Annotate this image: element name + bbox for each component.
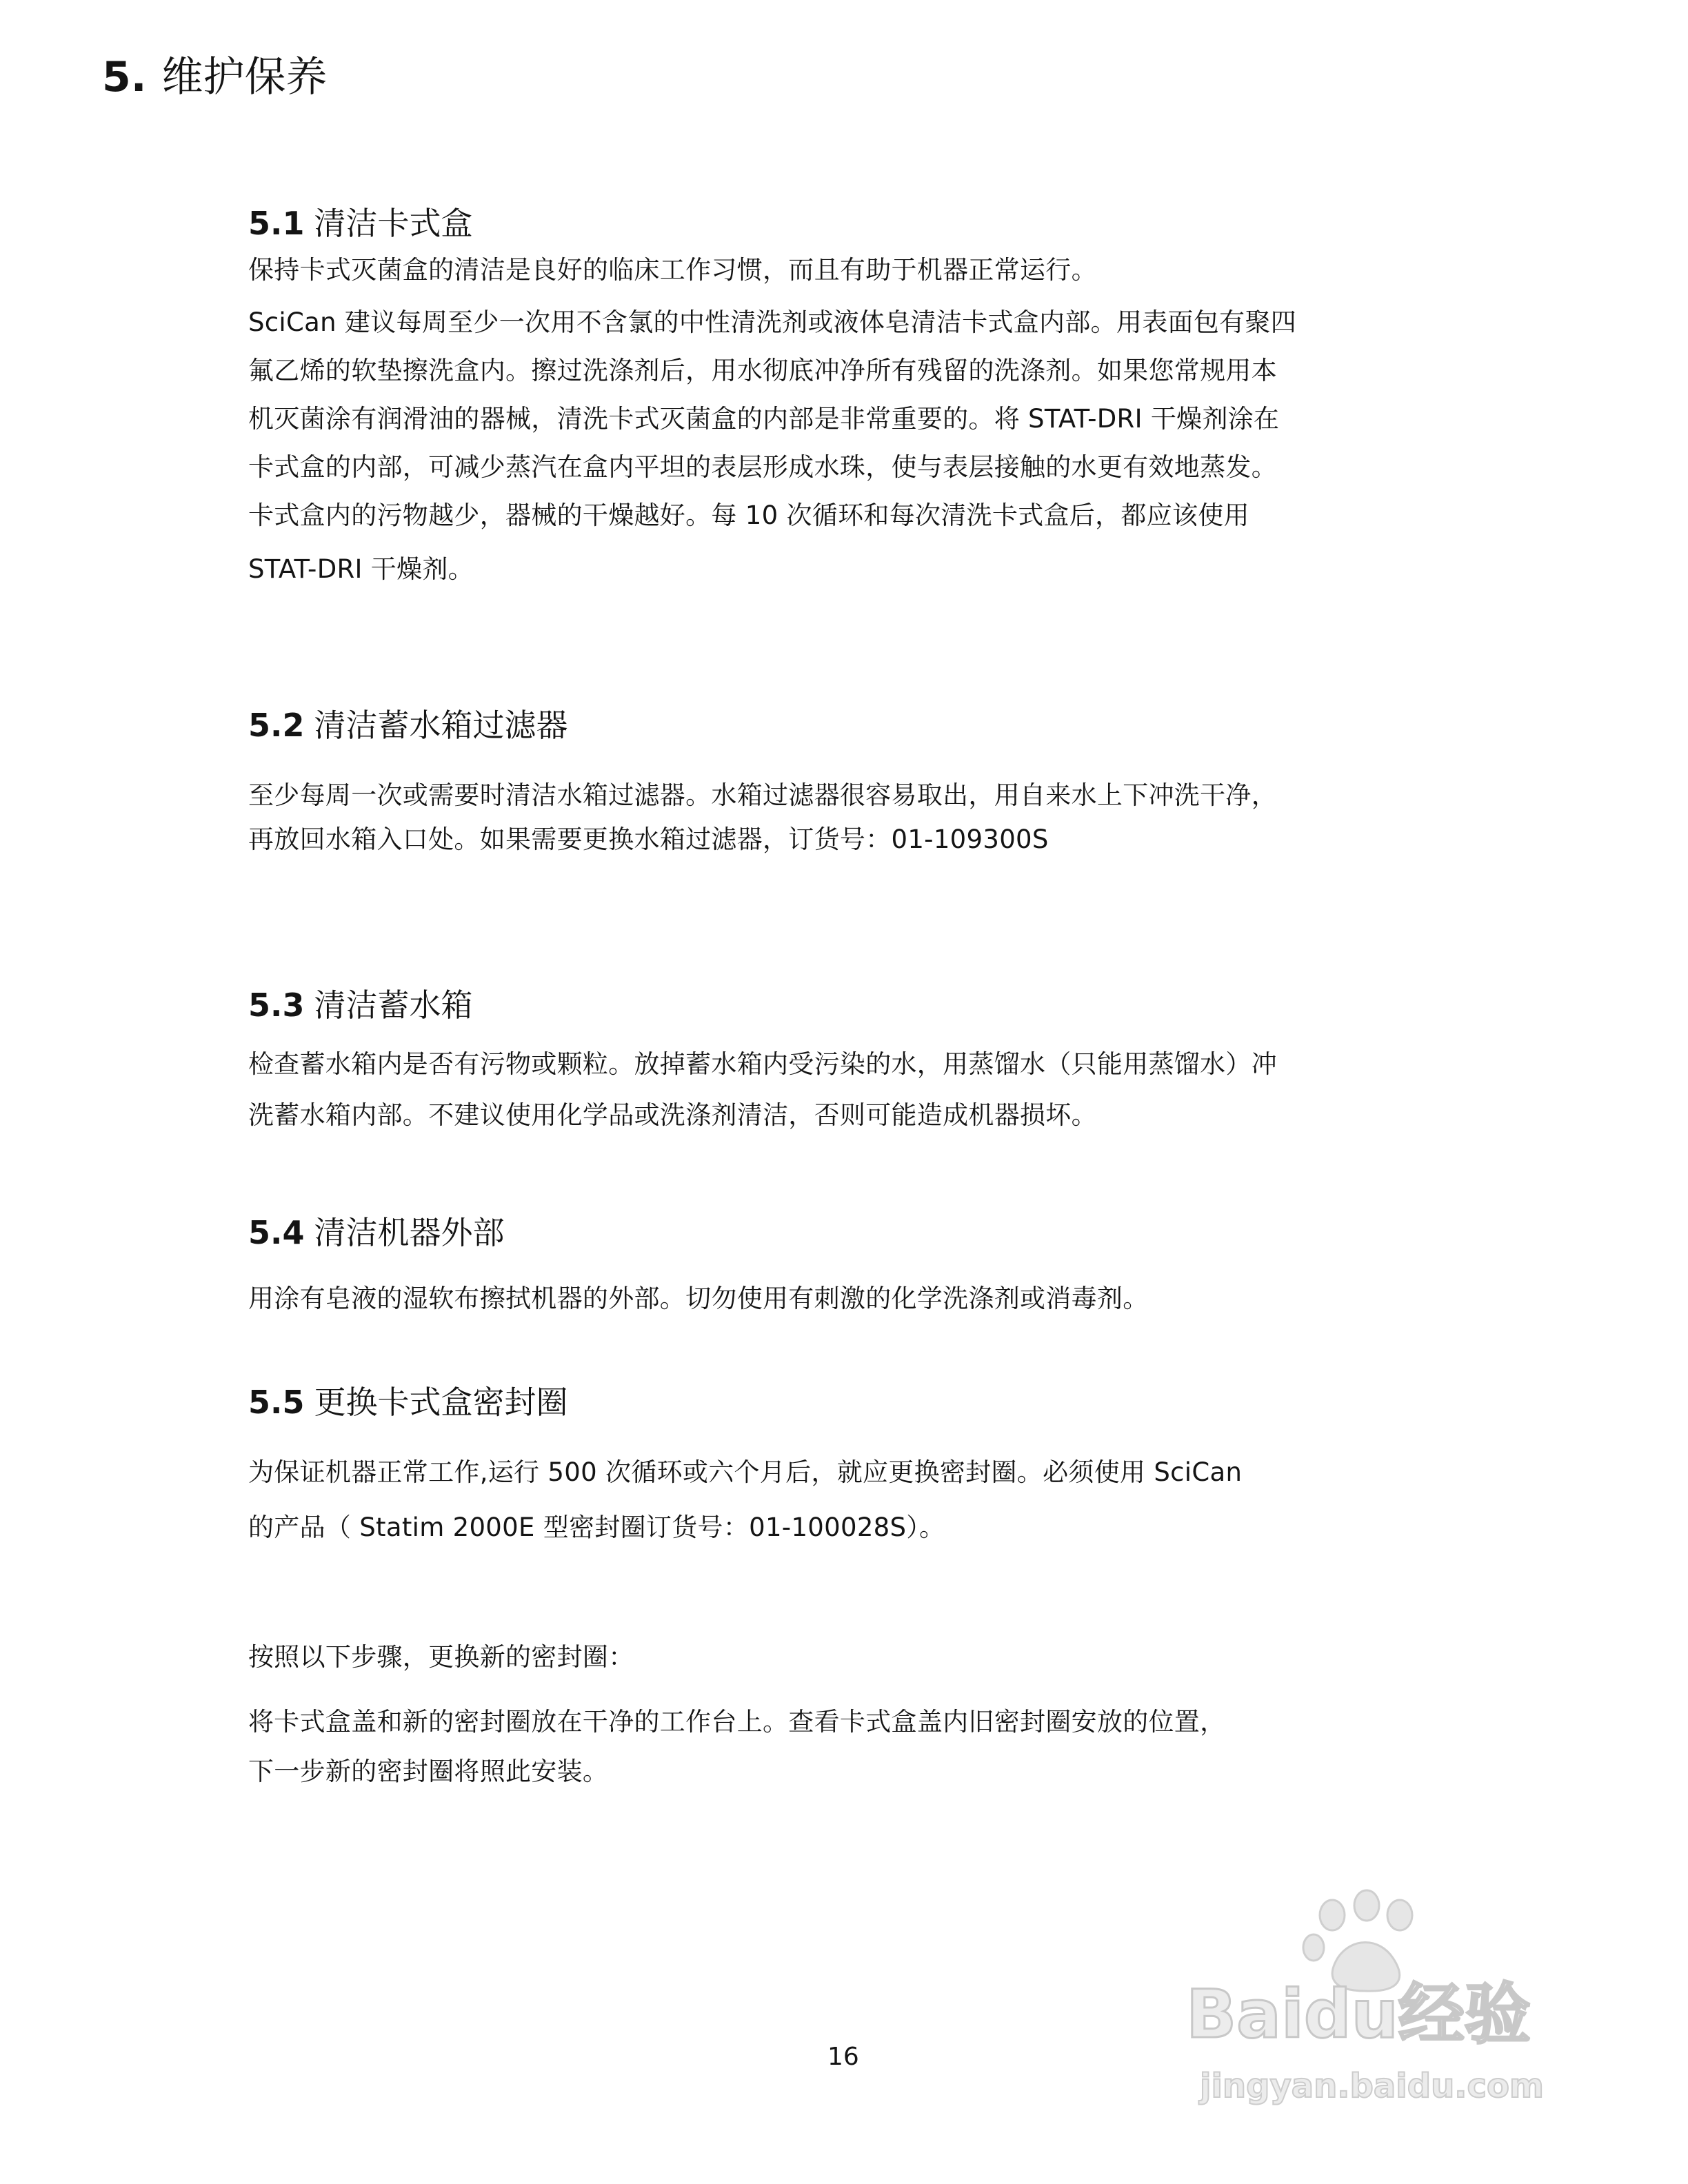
paragraph-line: 用涂有皂液的湿软布擦拭机器的外部。切勿使用有刺激的化学洗涤剂或消毒剂。 xyxy=(248,1284,1149,1313)
steps-intro: 按照以下步骤，更换新的密封圈： xyxy=(248,1642,634,1672)
paragraph-line: 卡式盒内的污物越少，器械的干燥越好。每 10 次循环和每次清洗卡式盒后，都应该使用 xyxy=(248,501,1249,530)
baidu-watermark xyxy=(1172,1882,1558,2110)
step-line: 下一步新的密封圈将照此安装。 xyxy=(248,1757,609,1786)
paragraph-line: 至少每周一次或需要时清洁水箱过滤器。水箱过滤器很容易取出，用自来水上下冲洗干净， xyxy=(248,780,1277,810)
section-5-1-heading xyxy=(248,201,473,245)
page-number: 16 xyxy=(827,2043,859,2071)
paragraph-line: 检查蓄水箱内是否有污物或颗粒。放掉蓄水箱内受污染的水，用蒸馏水（只能用蒸馏水）冲 xyxy=(248,1049,1277,1079)
paragraph-line: STAT-DRI 干燥剂。 xyxy=(248,554,474,584)
paragraph-line: 卡式盒的内部，可减少蒸汽在盒内平坦的表层形成水珠，使与表层接触的水更有效地蒸发。 xyxy=(248,452,1277,482)
chapter-number: 5. xyxy=(102,53,147,101)
section-5-5-heading xyxy=(248,1380,568,1424)
paragraph-line: SciCan 建议每周至少一次用不含氯的中性清洗剂或液体皂清洁卡式盒内部。用表面包有聚四 xyxy=(248,307,1297,337)
section-title: 清洁蓄水箱过滤器 xyxy=(314,707,568,744)
paragraph-line: 再放回水箱入口处。如果需要更换水箱过滤器，订货号：01-109300S xyxy=(248,825,1049,854)
section-number: 5.3 xyxy=(248,987,305,1024)
watermark-url: jingyan.baidu.com xyxy=(1200,2067,1544,2105)
paragraph-line: 机灭菌涂有润滑油的器械，清洗卡式灭菌盒的内部是非常重要的。将 STAT-DRI 干燥剂涂在 xyxy=(248,404,1280,434)
paragraph-line: 保持卡式灭菌盒的清洁是良好的临床工作习惯，而且有助于机器正常运行。 xyxy=(248,255,1097,285)
section-5-2-heading xyxy=(248,703,568,747)
section-title: 清洁卡式盒 xyxy=(314,205,473,242)
section-number: 5.4 xyxy=(248,1214,305,1251)
chapter-title xyxy=(102,50,328,105)
section-5-3-heading xyxy=(248,983,473,1027)
watermark-brand: Baidu经验 xyxy=(1186,1976,1531,2053)
paragraph-line: 的产品（ Statim 2000E 型密封圈订货号：01-100028S）。 xyxy=(248,1513,945,1542)
section-number: 5.1 xyxy=(248,205,305,242)
paragraph-line: 为保证机器正常工作,运行 500 次循环或六个月后，就应更换密封圈。必须使用 SciCan xyxy=(248,1457,1243,1487)
section-title: 清洁机器外部 xyxy=(314,1214,505,1251)
chapter-title-text: 维护保养 xyxy=(161,53,328,101)
section-number: 5.5 xyxy=(248,1384,305,1421)
section-5-4-heading xyxy=(248,1211,505,1255)
section-number: 5.2 xyxy=(248,707,305,744)
paragraph-line: 洗蓄水箱内部。不建议使用化学品或洗涤剂清洁，否则可能造成机器损坏。 xyxy=(248,1100,1097,1130)
paragraph-line: 氟乙烯的软垫擦洗盒内。擦过洗涤剂后，用水彻底冲净所有残留的洗涤剂。如果您常规用本 xyxy=(248,356,1277,385)
section-title: 更换卡式盒密封圈 xyxy=(314,1384,568,1421)
section-title: 清洁蓄水箱 xyxy=(314,987,473,1024)
step-line: 将卡式盒盖和新的密封圈放在干净的工作台上。查看卡式盒盖内旧密封圈安放的位置， xyxy=(248,1707,1226,1737)
